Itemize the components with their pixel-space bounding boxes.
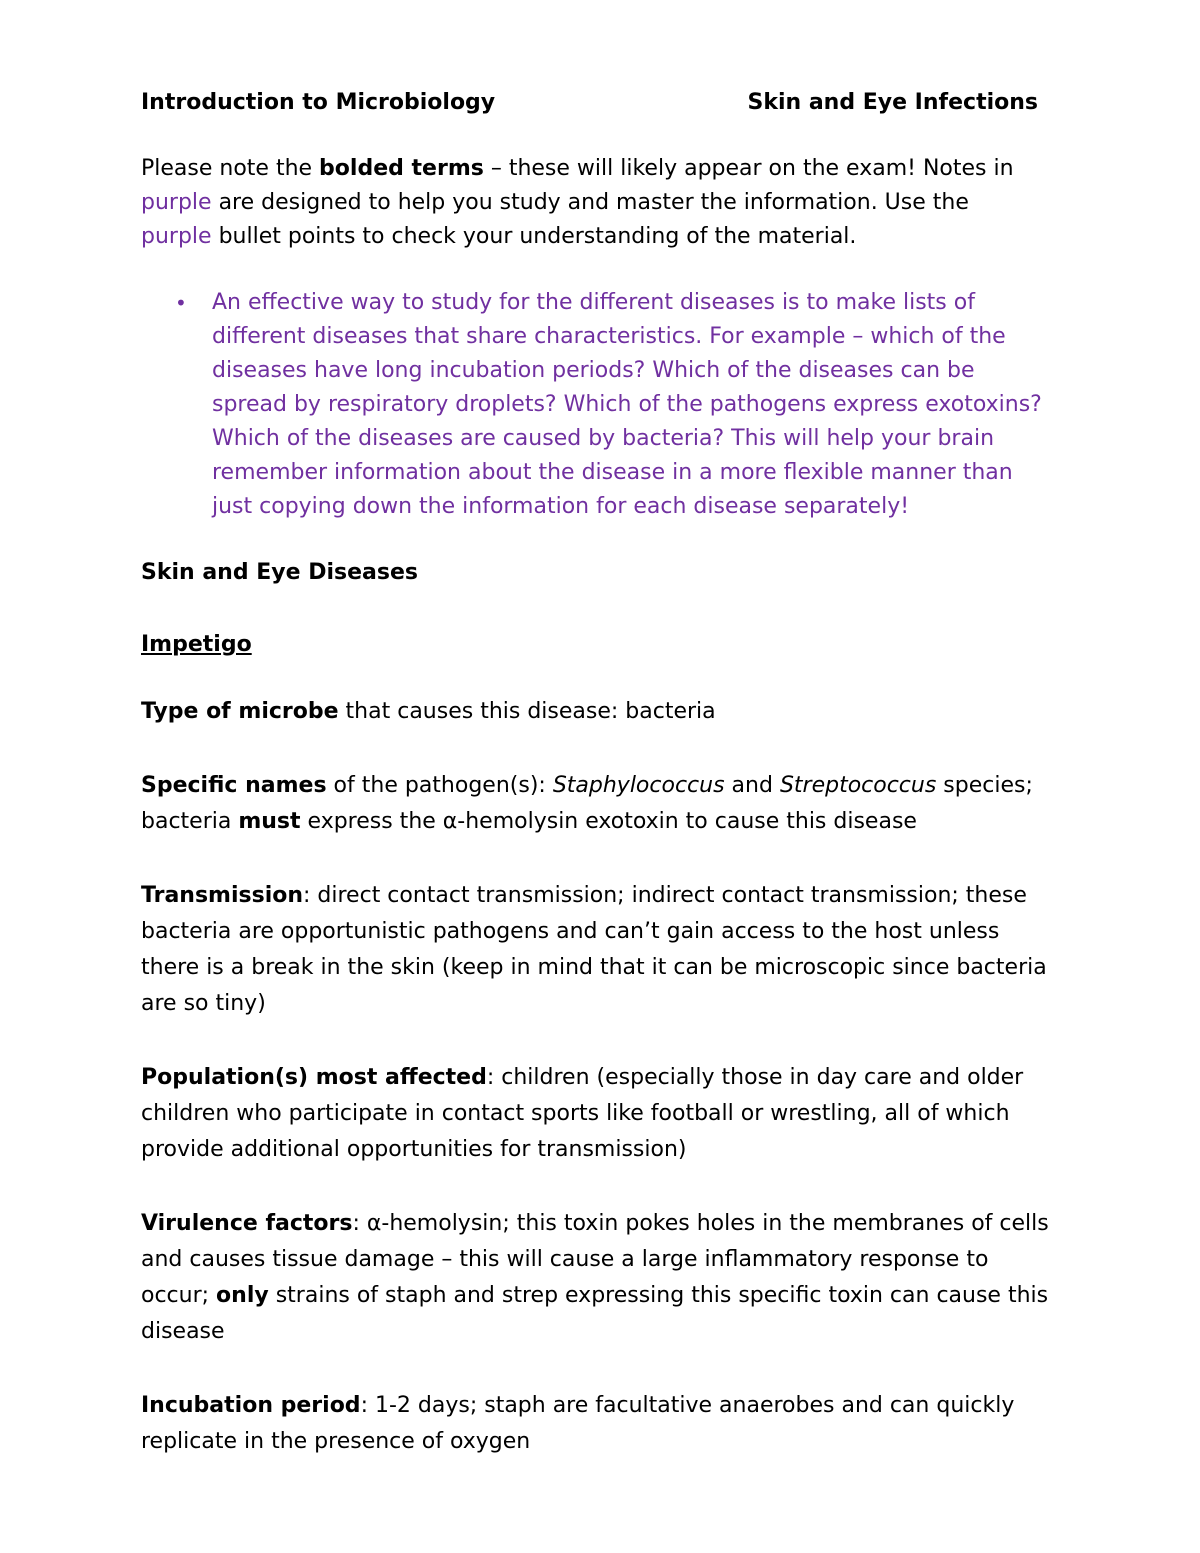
specific-names-paragraph: Specific names of the pathogen(s): Staphylococcus and Streptococcus species; bacteria must express the α-hemolysin exotoxin to cause this disease (141, 773, 1033, 834)
bullet-line: Which of the diseases are caused by bacteria? This will help your brain (212, 426, 995, 451)
transmission-paragraph: Transmission: direct contact transmission; indirect contact transmission; these bacteria are opportunistic pathogens and can’t gain access to the host unless there is a break in the skin (keep in mind that it can be microscopic since bacteria are so tiny) (141, 883, 1047, 1016)
genus-name: Streptococcus (779, 773, 937, 798)
section-title: Skin and Eye Diseases (141, 560, 418, 585)
type-of-microbe-paragraph: Type of microbe that causes this disease: bacteria (141, 699, 716, 724)
incubation-paragraph: Incubation period: 1-2 days; staph are facultative anaerobes and can quickly replicate in the presence of oxygen (141, 1393, 1015, 1454)
bolded-terms-text: bolded terms (319, 156, 484, 181)
course-title: Introduction to Microbiology (141, 90, 496, 115)
bullet-line: different diseases that share characteristics. For example – which of the (212, 324, 1006, 349)
population-paragraph: Population(s) most affected: children (especially those in day care and older children who participate in contact sports like football or wrestling, all of which provide additional opportunities for transmission) (141, 1065, 1024, 1162)
field-label: Transmission (141, 883, 304, 908)
intro-paragraph (141, 152, 1071, 254)
purple-word: purple (141, 224, 212, 249)
field-label: Population(s) most affected (141, 1065, 487, 1090)
bullet-line: remember information about the disease in a more flexible manner than (212, 460, 1013, 485)
field-label: Incubation period (141, 1393, 361, 1418)
disease-title: Impetigo (141, 632, 252, 657)
intro-line-1: Please note the bolded terms – these will likely appear on the exam! Notes in (141, 156, 1014, 181)
field-label: Specific names (141, 773, 327, 798)
bullet-line: diseases have long incubation periods? Which of the diseases can be (212, 358, 975, 383)
intro-line-2: purple are designed to help you study and master the information. Use the (141, 190, 969, 215)
topic-title: Skin and Eye Infections (747, 90, 1038, 115)
intro-line-3: purple bullet points to check your understanding of the material. (141, 224, 857, 249)
bullet-line: spread by respiratory droplets? Which of the pathogens express exotoxins? (212, 392, 1042, 417)
purple-word: purple (141, 190, 212, 215)
genus-name: Staphylococcus (552, 773, 725, 798)
bullet-line: An effective way to study for the different diseases is to make lists of (212, 290, 975, 315)
field-label: Type of microbe (141, 699, 339, 724)
study-tip-bullet (141, 286, 1071, 524)
field-label: Virulence factors (141, 1211, 353, 1236)
document-header (141, 86, 1038, 120)
bullet-icon: • (175, 291, 187, 315)
virulence-paragraph: Virulence factors: α-hemolysin; this toxin pokes holes in the membranes of cells and causes tissue damage – this will cause a large inflammatory response to occur; only strains of staph and strep expressing this specific toxin can cause this disease (141, 1211, 1049, 1344)
document-page (141, 86, 1071, 1460)
bullet-line: just copying down the information for each disease separately! (212, 494, 910, 519)
